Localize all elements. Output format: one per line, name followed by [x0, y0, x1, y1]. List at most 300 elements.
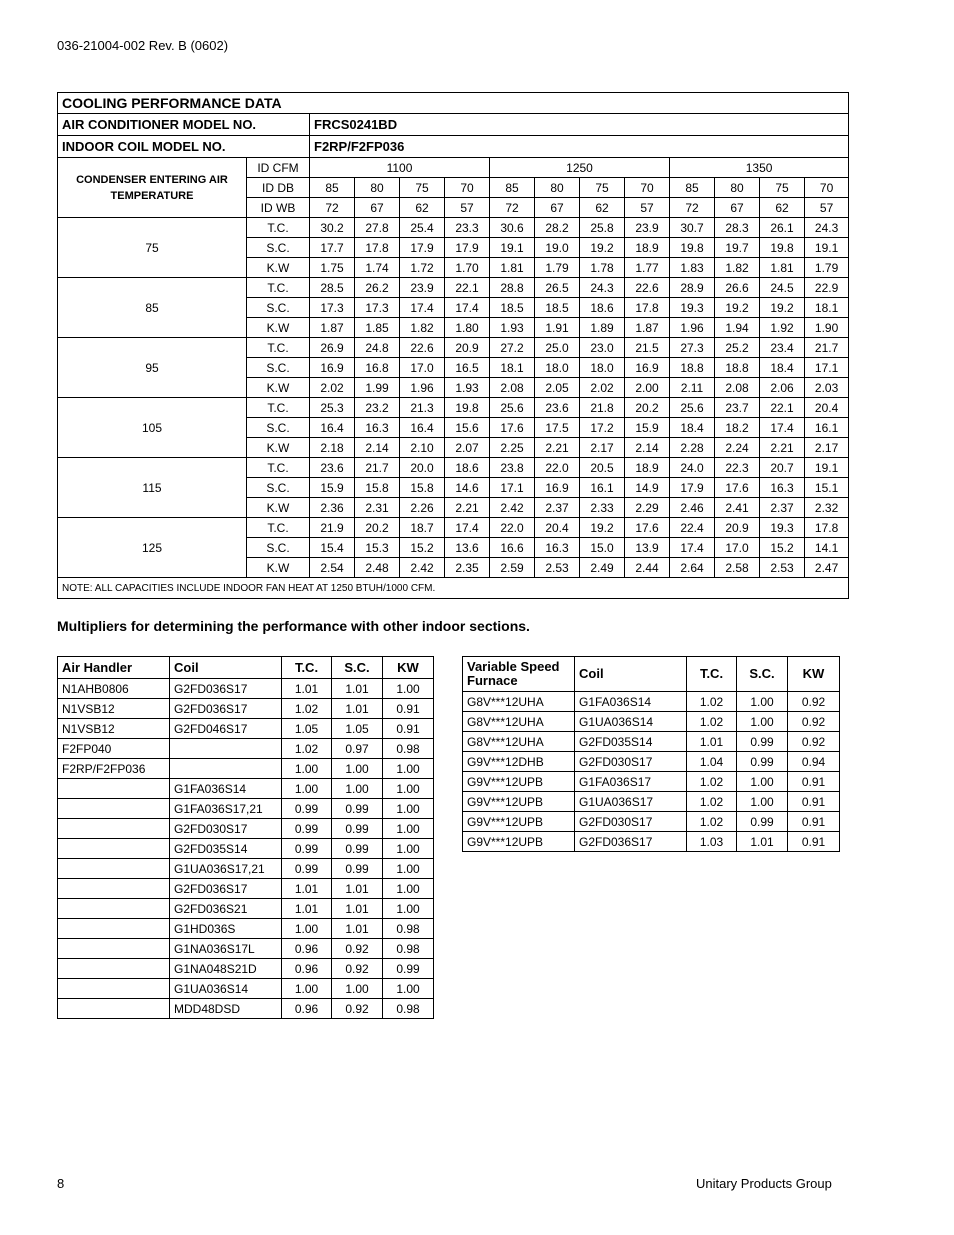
metric-value: 18.9: [625, 458, 670, 478]
table-cell: [58, 799, 170, 819]
metric-value: 19.2: [580, 518, 625, 538]
table-cell: G2FD036S17: [170, 879, 282, 899]
metric-value: 17.4: [400, 298, 445, 318]
table-cell: 1.01: [332, 679, 383, 699]
metric-value: 2.17: [805, 438, 849, 458]
column-header: T.C.: [687, 657, 737, 692]
metric-value: 2.08: [490, 378, 535, 398]
table-cell: [58, 779, 170, 799]
table-cell: 0.98: [383, 919, 434, 939]
document-id: 036-21004-002 Rev. B (0602): [57, 38, 229, 53]
metric-value: 26.2: [355, 278, 400, 298]
metric-value: 20.4: [805, 398, 849, 418]
metric-value: 21.9: [310, 518, 355, 538]
table-cell: 0.91: [788, 792, 840, 812]
metric-value: 19.8: [670, 238, 715, 258]
column-header: S.C.: [737, 657, 788, 692]
metric-value: 24.0: [670, 458, 715, 478]
db-value: 80: [715, 178, 760, 198]
metric-label: T.C.: [247, 218, 310, 238]
table-row: [58, 899, 434, 919]
metric-value: 22.1: [760, 398, 805, 418]
metric-value: 23.3: [445, 218, 490, 238]
metric-value: 27.3: [670, 338, 715, 358]
table-cell: 1.05: [332, 719, 383, 739]
metric-value: 21.8: [580, 398, 625, 418]
metric-value: 1.77: [625, 258, 670, 278]
metric-value: 17.6: [715, 478, 760, 498]
metric-label: S.C.: [247, 538, 310, 558]
metric-value: 15.3: [355, 538, 400, 558]
table-row: [463, 792, 840, 812]
table-cell: 0.98: [383, 999, 434, 1019]
metric-value: 30.2: [310, 218, 355, 238]
db-value: 75: [400, 178, 445, 198]
metric-value: 2.25: [490, 438, 535, 458]
table-cell: 0.91: [788, 832, 840, 852]
table-cell: [58, 879, 170, 899]
wb-value: 72: [490, 198, 535, 218]
table-cell: G1FA036S14: [575, 692, 687, 712]
metric-value: 25.2: [715, 338, 760, 358]
cfm-value: 1250: [490, 158, 670, 178]
table-cell: 1.02: [687, 812, 737, 832]
metric-value: 18.5: [535, 298, 580, 318]
table-cell: G1NA048S21D: [170, 959, 282, 979]
metric-value: 1.70: [445, 258, 490, 278]
id-wb-label: ID WB: [247, 198, 310, 218]
table-cell: 1.01: [282, 899, 332, 919]
metric-value: 17.0: [400, 358, 445, 378]
table-cell: 0.99: [332, 799, 383, 819]
metric-value: 19.1: [805, 238, 849, 258]
metric-value: 19.1: [805, 458, 849, 478]
metric-value: 2.29: [625, 498, 670, 518]
metric-value: 21.7: [355, 458, 400, 478]
metric-value: 24.3: [580, 278, 625, 298]
metric-value: 1.81: [490, 258, 535, 278]
condenser-temp: 125: [58, 518, 247, 578]
column-header: Coil: [575, 657, 687, 692]
metric-value: 23.0: [580, 338, 625, 358]
table-cell: 1.02: [687, 792, 737, 812]
metric-value: 22.1: [445, 278, 490, 298]
db-value: 85: [490, 178, 535, 198]
table-cell: [170, 739, 282, 759]
table-row: [463, 752, 840, 772]
metric-value: 24.5: [760, 278, 805, 298]
cfm-value: 1100: [310, 158, 490, 178]
wb-value: 62: [580, 198, 625, 218]
metric-value: 2.33: [580, 498, 625, 518]
metric-value: 18.4: [760, 358, 805, 378]
metric-value: 1.79: [805, 258, 849, 278]
metric-value: 26.9: [310, 338, 355, 358]
table-cell: 0.92: [332, 999, 383, 1019]
metric-value: 19.8: [760, 238, 805, 258]
metric-value: 1.90: [805, 318, 849, 338]
metric-value: 2.21: [760, 438, 805, 458]
wb-value: 62: [760, 198, 805, 218]
table-cell: 0.92: [332, 939, 383, 959]
metric-value: 2.59: [490, 558, 535, 578]
metric-value: 15.8: [355, 478, 400, 498]
wb-value: 67: [715, 198, 760, 218]
metric-value: 2.37: [535, 498, 580, 518]
metric-value: 18.9: [625, 238, 670, 258]
metric-value: 15.9: [310, 478, 355, 498]
table-cell: 1.00: [282, 759, 332, 779]
wb-value: 72: [670, 198, 715, 218]
table-cell: 1.02: [687, 692, 737, 712]
metric-value: 19.3: [760, 518, 805, 538]
metric-value: 18.5: [490, 298, 535, 318]
wb-value: 57: [445, 198, 490, 218]
metric-label: T.C.: [247, 398, 310, 418]
table-row: [58, 959, 434, 979]
table-cell: 0.91: [788, 772, 840, 792]
metric-value: 1.94: [715, 318, 760, 338]
table-cell: 1.01: [282, 879, 332, 899]
metric-value: 2.58: [715, 558, 760, 578]
table-cell: 1.01: [332, 919, 383, 939]
table-cell: 1.00: [383, 899, 434, 919]
metric-value: 1.87: [310, 318, 355, 338]
multipliers-heading: Multipliers for determining the performance with other indoor sections.: [57, 618, 530, 634]
metric-value: 20.9: [715, 518, 760, 538]
metric-value: 15.1: [805, 478, 849, 498]
metric-value: 1.85: [355, 318, 400, 338]
table-cell: MDD48DSD: [170, 999, 282, 1019]
table-cell: 0.97: [332, 739, 383, 759]
perf-data-row: [58, 458, 849, 478]
metric-value: 2.53: [535, 558, 580, 578]
condenser-temp: 95: [58, 338, 247, 398]
metric-label: T.C.: [247, 278, 310, 298]
table-cell: 1.02: [282, 699, 332, 719]
metric-value: 24.8: [355, 338, 400, 358]
metric-value: 20.5: [580, 458, 625, 478]
table-row: [58, 859, 434, 879]
table-row: [58, 739, 434, 759]
metric-value: 26.5: [535, 278, 580, 298]
table-row: [58, 839, 434, 859]
table-row: [58, 939, 434, 959]
table-cell: G2FD030S17: [170, 819, 282, 839]
table-row: [463, 772, 840, 792]
perf-data-row: [58, 338, 849, 358]
table-cell: 1.00: [383, 839, 434, 859]
perf-note: NOTE: ALL CAPACITIES INCLUDE INDOOR FAN HEAT AT 1250 BTUH/1000 CFM.: [58, 578, 849, 599]
metric-value: 2.21: [445, 498, 490, 518]
metric-value: 14.1: [805, 538, 849, 558]
table-row: [58, 979, 434, 999]
company-name: Unitary Products Group: [696, 1176, 832, 1191]
page-number: 8: [57, 1176, 65, 1191]
metric-label: S.C.: [247, 358, 310, 378]
table-cell: 0.96: [282, 959, 332, 979]
table-cell: [170, 759, 282, 779]
table-cell: N1VSB12: [58, 719, 170, 739]
metric-label: T.C.: [247, 518, 310, 538]
table-cell: 1.04: [687, 752, 737, 772]
metric-value: 22.3: [715, 458, 760, 478]
table-cell: 0.99: [737, 732, 788, 752]
table-cell: G2FD046S17: [170, 719, 282, 739]
column-header: S.C.: [332, 657, 383, 679]
metric-value: 25.6: [670, 398, 715, 418]
table-header-row: [58, 657, 434, 679]
table-cell: 0.99: [282, 819, 332, 839]
metric-value: 2.02: [580, 378, 625, 398]
table-row: [58, 819, 434, 839]
metric-value: 17.1: [490, 478, 535, 498]
metric-value: 28.3: [715, 218, 760, 238]
condenser-temp: 75: [58, 218, 247, 278]
table-cell: 0.92: [788, 692, 840, 712]
note-row: [58, 578, 849, 599]
metric-value: 2.32: [805, 498, 849, 518]
db-value: 85: [670, 178, 715, 198]
table-row: [58, 999, 434, 1019]
table-cell: G2FD030S17: [575, 752, 687, 772]
metric-value: 2.54: [310, 558, 355, 578]
metric-value: 18.6: [445, 458, 490, 478]
table-row: [58, 759, 434, 779]
table-cell: 1.00: [332, 979, 383, 999]
metric-value: 13.6: [445, 538, 490, 558]
table-cell: 1.00: [332, 779, 383, 799]
wb-value: 57: [625, 198, 670, 218]
metric-value: 1.79: [535, 258, 580, 278]
metric-value: 25.6: [490, 398, 535, 418]
table-cell: G9V***12UPB: [463, 812, 575, 832]
metric-value: 2.21: [535, 438, 580, 458]
table-cell: [58, 979, 170, 999]
table-cell: 1.03: [687, 832, 737, 852]
table-row: [58, 779, 434, 799]
table-cell: G2FD036S17: [170, 699, 282, 719]
metric-value: 25.4: [400, 218, 445, 238]
metric-value: 2.35: [445, 558, 490, 578]
metric-label: S.C.: [247, 238, 310, 258]
condenser-temp: 105: [58, 398, 247, 458]
table-cell: 1.01: [282, 679, 332, 699]
db-value: 70: [805, 178, 849, 198]
metric-value: 28.2: [535, 218, 580, 238]
metric-value: 2.06: [760, 378, 805, 398]
metric-value: 19.2: [760, 298, 805, 318]
table-cell: 1.01: [687, 732, 737, 752]
perf-data-row: [58, 278, 849, 298]
column-header: KW: [383, 657, 434, 679]
table-cell: [58, 959, 170, 979]
table-cell: [58, 999, 170, 1019]
column-header: Variable Speed Furnace: [463, 657, 575, 692]
perf-data-row: [58, 398, 849, 418]
table-row: [58, 699, 434, 719]
table-cell: 0.99: [332, 819, 383, 839]
metric-value: 1.93: [490, 318, 535, 338]
table-cell: G2FD035S14: [170, 839, 282, 859]
table-cell: 1.02: [687, 772, 737, 792]
table-cell: 0.94: [788, 752, 840, 772]
metric-value: 15.6: [445, 418, 490, 438]
table-cell: 0.91: [383, 719, 434, 739]
metric-value: 17.1: [805, 358, 849, 378]
table-cell: 1.00: [383, 779, 434, 799]
metric-value: 22.6: [625, 278, 670, 298]
metric-value: 25.0: [535, 338, 580, 358]
table-cell: 0.99: [383, 959, 434, 979]
cfm-value: 1350: [670, 158, 849, 178]
table-cell: 1.01: [332, 899, 383, 919]
table-cell: 0.98: [383, 739, 434, 759]
table-cell: G1UA036S14: [170, 979, 282, 999]
table-cell: 1.00: [282, 979, 332, 999]
table-row: [58, 799, 434, 819]
table-header-row: [463, 657, 840, 692]
metric-value: 23.9: [400, 278, 445, 298]
table-cell: G2FD035S14: [575, 732, 687, 752]
table-cell: 1.02: [687, 712, 737, 732]
metric-value: 2.14: [625, 438, 670, 458]
metric-value: 2.28: [670, 438, 715, 458]
table-cell: G1FA036S14: [170, 779, 282, 799]
metric-value: 17.6: [490, 418, 535, 438]
column-header: Air Handler: [58, 657, 170, 679]
table-cell: 1.00: [383, 879, 434, 899]
table-cell: 1.00: [383, 799, 434, 819]
table-cell: G2FD036S17: [170, 679, 282, 699]
metric-value: 17.7: [310, 238, 355, 258]
metric-value: 19.7: [715, 238, 760, 258]
metric-label: K.W: [247, 318, 310, 338]
metric-value: 18.4: [670, 418, 715, 438]
metric-value: 21.5: [625, 338, 670, 358]
table-row: [463, 732, 840, 752]
metric-value: 15.9: [625, 418, 670, 438]
metric-value: 22.9: [805, 278, 849, 298]
metric-value: 23.2: [355, 398, 400, 418]
metric-value: 2.03: [805, 378, 849, 398]
metric-value: 1.80: [445, 318, 490, 338]
metric-value: 2.26: [400, 498, 445, 518]
metric-label: S.C.: [247, 478, 310, 498]
table-cell: 0.92: [788, 732, 840, 752]
metric-value: 17.9: [400, 238, 445, 258]
table-cell: 1.00: [737, 692, 788, 712]
condenser-temp: 115: [58, 458, 247, 518]
column-header: Coil: [170, 657, 282, 679]
metric-value: 15.8: [400, 478, 445, 498]
metric-value: 25.8: [580, 218, 625, 238]
table-cell: 0.92: [332, 959, 383, 979]
table-cell: [58, 839, 170, 859]
table-cell: [58, 939, 170, 959]
metric-value: 17.3: [355, 298, 400, 318]
ac-model-label: AIR CONDITIONER MODEL NO.: [58, 114, 310, 136]
metric-value: 23.8: [490, 458, 535, 478]
metric-value: 19.1: [490, 238, 535, 258]
metric-value: 1.96: [670, 318, 715, 338]
db-value: 75: [760, 178, 805, 198]
metric-value: 17.8: [625, 298, 670, 318]
metric-value: 17.9: [445, 238, 490, 258]
table-cell: 0.99: [282, 799, 332, 819]
table-cell: N1VSB12: [58, 699, 170, 719]
table-row: [58, 679, 434, 699]
table-cell: G1FA036S17: [575, 772, 687, 792]
metric-value: 2.44: [625, 558, 670, 578]
metric-value: 2.17: [580, 438, 625, 458]
table-cell: 1.00: [383, 859, 434, 879]
metric-value: 23.4: [760, 338, 805, 358]
table-row: [463, 692, 840, 712]
metric-value: 2.00: [625, 378, 670, 398]
db-value: 85: [310, 178, 355, 198]
metric-label: K.W: [247, 438, 310, 458]
table-cell: 1.00: [737, 792, 788, 812]
metric-value: 1.82: [400, 318, 445, 338]
metric-value: 13.9: [625, 538, 670, 558]
metric-value: 28.5: [310, 278, 355, 298]
table-cell: [58, 919, 170, 939]
table-cell: 0.99: [282, 859, 332, 879]
metric-value: 14.9: [625, 478, 670, 498]
id-db-label: ID DB: [247, 178, 310, 198]
metric-value: 2.49: [580, 558, 625, 578]
metric-value: 20.0: [400, 458, 445, 478]
table-cell: 0.99: [282, 839, 332, 859]
metric-value: 2.24: [715, 438, 760, 458]
table-cell: F2FP040: [58, 739, 170, 759]
metric-value: 1.89: [580, 318, 625, 338]
metric-value: 2.31: [355, 498, 400, 518]
table-cell: G2FD030S17: [575, 812, 687, 832]
metric-label: K.W: [247, 558, 310, 578]
table-cell: G9V***12DHB: [463, 752, 575, 772]
metric-value: 1.74: [355, 258, 400, 278]
metric-value: 16.9: [310, 358, 355, 378]
metric-value: 2.41: [715, 498, 760, 518]
metric-value: 22.4: [670, 518, 715, 538]
table-cell: 1.00: [737, 772, 788, 792]
coil-model-label: INDOOR COIL MODEL NO.: [58, 136, 310, 158]
metric-value: 16.9: [535, 478, 580, 498]
metric-value: 1.92: [760, 318, 805, 338]
metric-value: 18.7: [400, 518, 445, 538]
metric-value: 15.2: [400, 538, 445, 558]
metric-value: 2.64: [670, 558, 715, 578]
metric-value: 17.0: [715, 538, 760, 558]
metric-value: 1.78: [580, 258, 625, 278]
metric-value: 27.2: [490, 338, 535, 358]
perf-data-row: [58, 218, 849, 238]
table-cell: G8V***12UHA: [463, 712, 575, 732]
table-row: [58, 879, 434, 899]
metric-value: 2.08: [715, 378, 760, 398]
metric-value: 1.96: [400, 378, 445, 398]
metric-label: S.C.: [247, 298, 310, 318]
metric-label: S.C.: [247, 418, 310, 438]
table-cell: 1.01: [332, 879, 383, 899]
metric-value: 20.9: [445, 338, 490, 358]
perf-title: COOLING PERFORMANCE DATA: [58, 93, 849, 114]
metric-label: K.W: [247, 498, 310, 518]
furnace-multiplier-table: [462, 656, 840, 852]
metric-value: 23.6: [535, 398, 580, 418]
